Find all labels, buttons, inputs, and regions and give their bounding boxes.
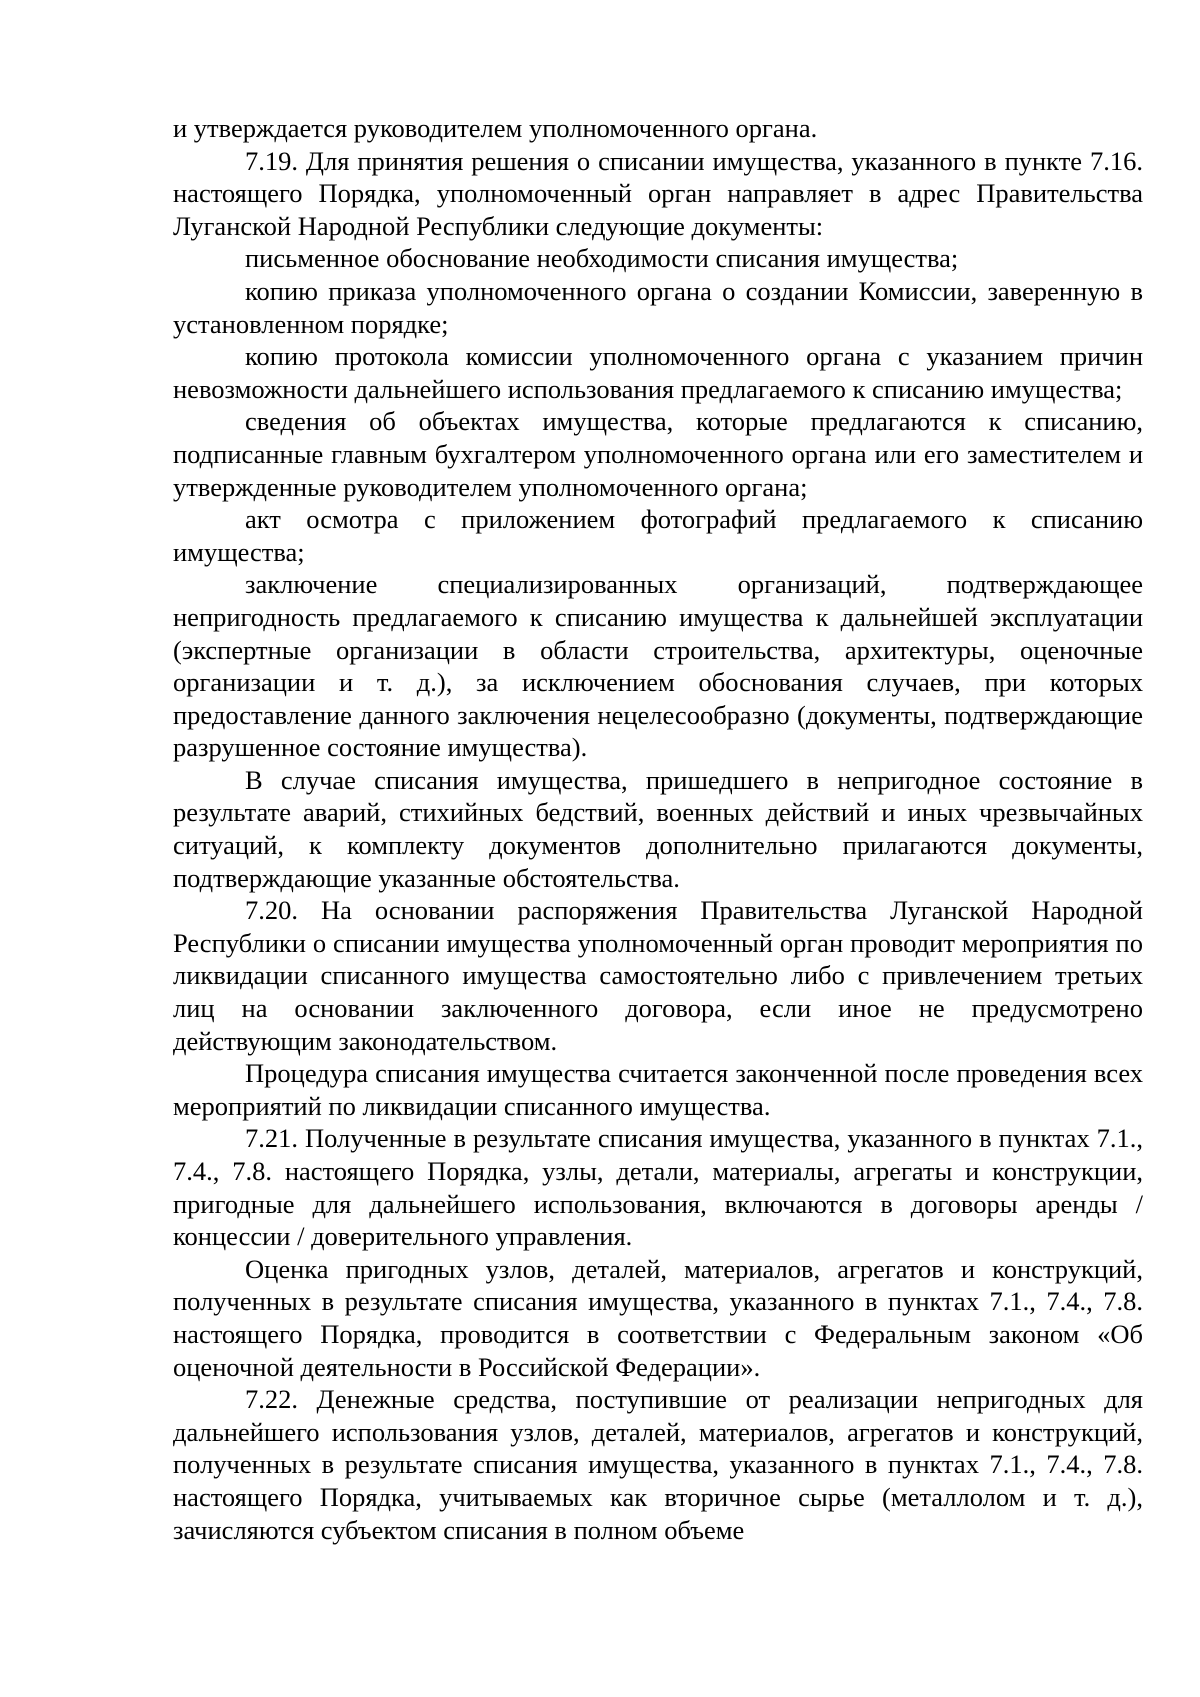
list-item-order-copy: копию приказа уполномоченного органа о создании Комиссии, заверенную в установленном порядке;	[173, 275, 1143, 339]
paragraph-7-20: 7.20. На основании распоряжения Правительства Луганской Народной Республики о списании имущества уполномоченный орган проводит мероприятия по ликвидации списанного имущества самостоятельно либо с привлечением третьих лиц на основании заключенного договора, если иное не предусмотрено действующим законодательством.	[173, 895, 1143, 1056]
paragraph-7-21: 7.21. Полученные в результате списания имущества, указанного в пунктах 7.1., 7.4., 7.8. настоящего Порядка, узлы, детали, материалы, агрегаты и конструкции, пригодные для дальнейшего использования, включаются в договоры аренды / концессии / доверительного управления.	[173, 1123, 1143, 1252]
list-item-protocol-copy: копию протокола комиссии уполномоченного органа с указанием причин невозможности дальнейшего использования предлагаемого к списанию имущества;	[173, 341, 1143, 404]
paragraph-valuation: Оценка пригодных узлов, деталей, материалов, агрегатов и конструкций, полученных в результате списания имущества, указанного в пунктах 7.1., 7.4., 7.8. настоящего Порядка, проводится в соответствии с Федеральным законом «Об оценочной деятельности в Российской Федерации».	[173, 1253, 1143, 1382]
list-item-justification: письменное обоснование необходимости списания имущества;	[245, 243, 959, 274]
paragraph-procedure-complete: Процедура списания имущества считается законченной после проведения всех мероприятий по ликвидации списанного имущества.	[173, 1058, 1143, 1121]
paragraph-emergency-case: В случае списания имущества, пришедшего в непригодное состояние в результате аварий, стихийных бедствий, военных действий и иных чрезвычайных ситуаций, к комплекту документов дополнительно прилагаются документы, подтверждающие указанные обстоятельства.	[173, 764, 1143, 893]
paragraph-7-22: 7.22. Денежные средства, поступившие от реализации непригодных для дальнейшего использования узлов, деталей, материалов, агрегатов и конструкций, полученных в результате списания имущества, указанного в пунктах 7.1., 7.4., 7.8. настоящего Порядка, учитываемых как вторичное сырье (металлолом и т. д.), зачисляются субъектом списания в полном объеме	[173, 1384, 1143, 1545]
list-item-inspection-act: акт осмотра с приложением фотографий предлагаемого к списанию имущества;	[173, 504, 1143, 567]
paragraph-7-19: 7.19. Для принятия решения о списании имущества, указанного в пункте 7.16. настоящего Порядка, уполномоченный орган направляет в адрес Правительства Луганской Народной Республики следующие документы:	[173, 145, 1143, 241]
paragraph-continuation: и утверждается руководителем уполномоченного органа.	[173, 113, 818, 143]
list-item-expert-conclusion: заключение специализированных организаций, подтверждающее непригодность предлагаемого к списанию имущества к дальнейшей эксплуатации (экспертные организации в области строительства, архитектуры, оценочные организации и т. д.), за исключением обоснования случаев, при которых предоставление данного заключения нецелесообразно (документы, подтверждающие разрушенное состояние имущества).	[173, 569, 1143, 763]
list-item-property-info: сведения об объектах имущества, которые предлагаются к списанию, подписанные главным бухгалтером уполномоченного органа или его заместителем и утвержденные руководителем уполномоченного органа;	[173, 406, 1143, 502]
document-page	[173, 112, 1143, 1546]
